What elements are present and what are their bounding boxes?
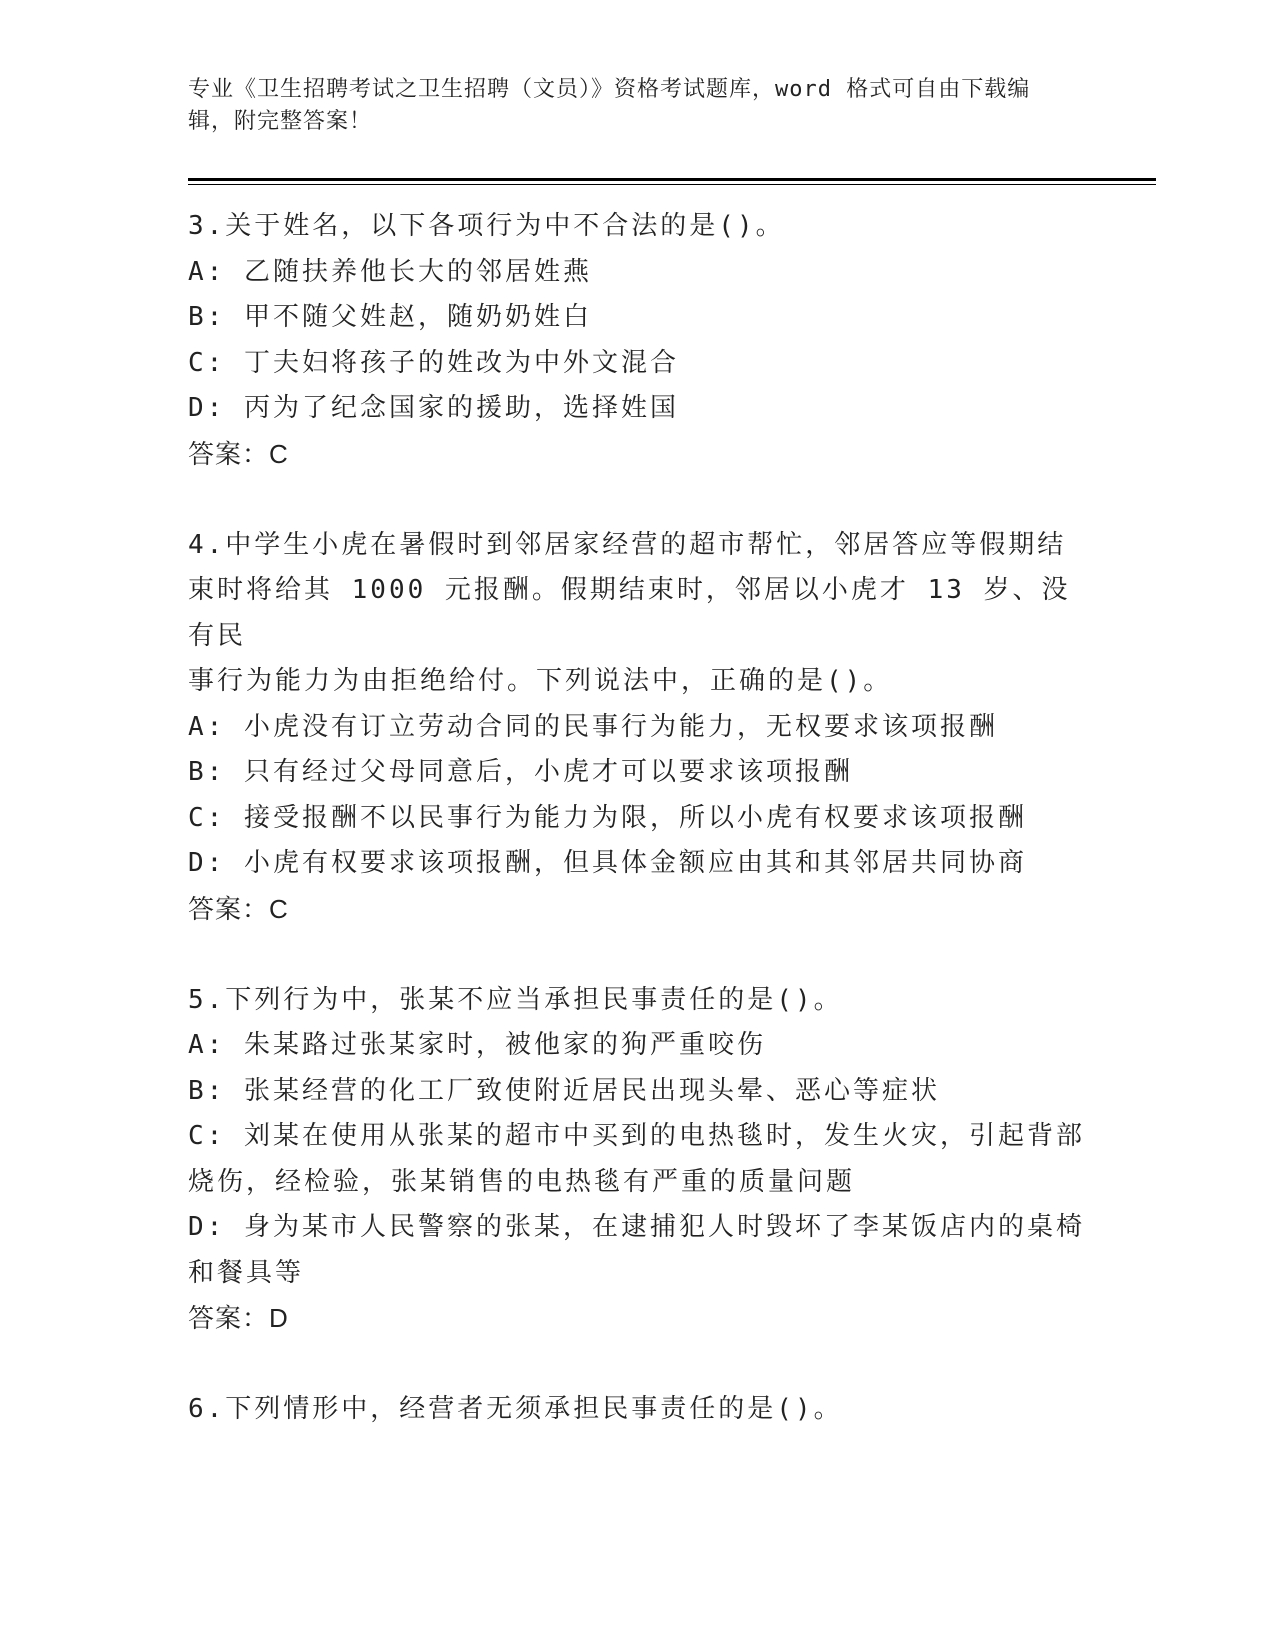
question-stem: 6.下列情形中，经营者无须承担民事责任的是()。 — [188, 1394, 843, 1424]
answer-label: 答案：D — [188, 1303, 289, 1333]
question-stem: 4.中学生小虎在暑假时到邻居家经营的超市帮忙，邻居答应等假期结 — [188, 529, 1067, 560]
option-b: B: 只有经过父母同意后，小虎才可以要求该项报酬 — [188, 757, 853, 787]
header-rule-thick — [188, 178, 1156, 181]
option-a: A: 小虎没有订立劳动合同的民事行为能力，无权要求该项报酬 — [188, 711, 998, 742]
question-stem: 3.关于姓名，以下各项行为中不合法的是()。 — [188, 211, 785, 241]
document-header — [188, 74, 1068, 138]
question-stem: 5.下列行为中，张某不应当承担民事责任的是()。 — [188, 984, 843, 1015]
question-list — [188, 204, 1088, 1433]
question-3 — [188, 204, 1088, 477]
question-stem: 束时将给其 1000 元报酬。假期结束时，邻居以小虎才 13 岁、没有民 — [188, 575, 1071, 651]
question-gap — [188, 932, 1088, 978]
option-a: A: 朱某路过张某家时，被他家的狗严重咬伤 — [188, 1030, 766, 1060]
answer-label: 答案：C — [188, 893, 289, 924]
option-d-continued: 和餐具等 — [188, 1257, 305, 1288]
option-b: B: 甲不随父姓赵，随奶奶姓白 — [188, 302, 592, 332]
header-rule-thin — [188, 184, 1156, 185]
option-d: D: 身为某市人民警察的张某，在逮捕犯人时毁坏了李某饭店内的桌椅 — [188, 1212, 1085, 1242]
question-5 — [188, 978, 1088, 1342]
question-stem: 事行为能力为由拒绝给付。下列说法中，正确的是()。 — [188, 666, 893, 696]
header-title: 专业《卫生招聘考试之卫生招聘（文员）》资格考试题库，word 格式可自由下载编辑，附完整答案！ — [188, 77, 1031, 134]
option-b: B: 张某经营的化工厂致使附近居民出现头晕、恶心等症状 — [188, 1075, 940, 1106]
option-c: C: 刘某在使用从张某的超市中买到的电热毯时，发生火灾，引起背部 — [188, 1121, 1085, 1151]
option-c: C: 丁夫妇将孩子的姓改为中外文混合 — [188, 347, 679, 378]
question-gap — [188, 1342, 1088, 1388]
option-d: D: 小虎有权要求该项报酬，但具体金额应由其和其邻居共同协商 — [188, 848, 1027, 878]
option-c-continued: 烧伤，经检验，张某销售的电热毯有严重的质量问题 — [188, 1166, 856, 1197]
option-d: D: 丙为了纪念国家的援助，选择姓国 — [188, 393, 679, 423]
question-4 — [188, 523, 1088, 933]
question-gap — [188, 477, 1088, 523]
answer-label: 答案：C — [188, 438, 289, 469]
option-c: C: 接受报酬不以民事行为能力为限，所以小虎有权要求该项报酬 — [188, 802, 1027, 833]
option-a: A: 乙随扶养他长大的邻居姓燕 — [188, 256, 592, 287]
question-6 — [188, 1387, 1088, 1433]
